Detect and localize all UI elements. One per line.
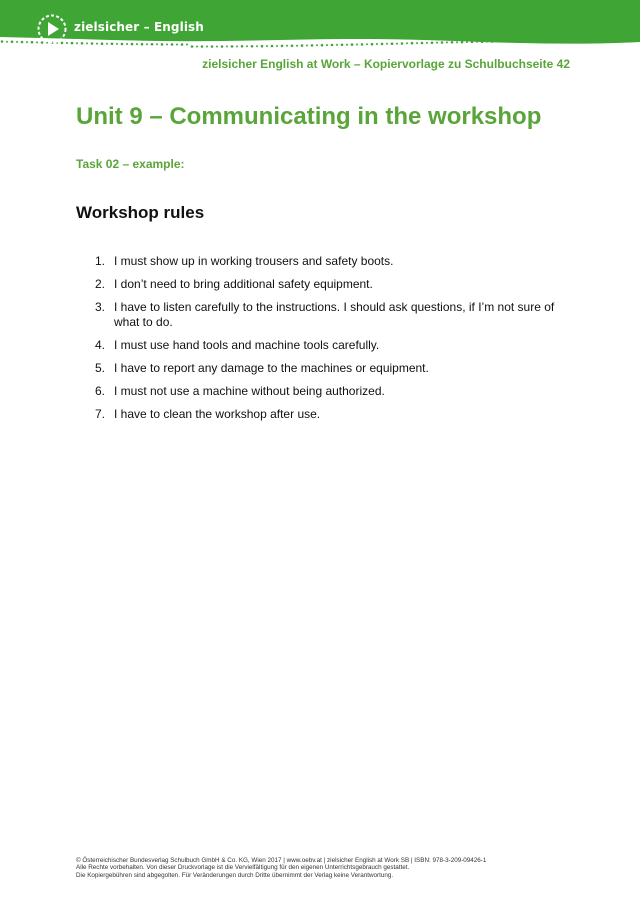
banner-dot [426,42,428,44]
banner-dot [366,43,368,45]
banner-dot [586,40,588,42]
list-item-number: 7. [95,407,106,421]
banner-dot [396,43,398,45]
list-item-text: I don’t need to bring additional safety equipment. [114,277,373,291]
banner-dot [496,40,498,42]
banner-dot [616,40,618,42]
banner-dot [286,45,288,47]
list-item-text: I must use hand tools and machine tools carefully. [114,338,380,352]
banner-dot [516,40,518,42]
list-item [95,277,565,292]
banner-dot [126,43,128,45]
list-item-number: 4. [95,338,106,352]
banner-dot [76,42,78,44]
list-item [95,254,565,269]
banner-dot [216,46,218,48]
banner-dot [146,43,148,45]
banner-dot [346,44,348,46]
banner-dot [241,45,244,48]
banner-dot [416,42,418,44]
banner-dot [16,41,18,43]
banner-dot [621,39,624,42]
banner-dot [276,45,278,47]
list-item-number: 5. [95,361,106,375]
banner-dot [501,40,504,43]
banner-dot [21,41,24,44]
banner-dot [511,40,514,43]
banner-dot [111,43,114,46]
banner-dot [376,43,378,45]
banner-dot [31,41,34,44]
banner-dot [451,41,454,44]
banner-dot [471,41,474,44]
banner-dot [406,42,408,44]
banner-dot [456,41,458,43]
banner-dot [626,40,628,42]
banner-dot [246,45,248,47]
banner-dot [576,40,578,42]
banner-dot [556,40,558,42]
list-item-number: 2. [95,277,106,291]
running-header: zielsicher English at Work – Kopiervorlage zu Schulbuchseite 42 [202,57,570,71]
banner-dot [196,46,198,48]
list-item-number: 1. [95,254,106,268]
banner-dot [316,44,318,46]
banner-dot [116,43,118,45]
banner-dot [91,42,94,45]
banner-dot [191,45,194,48]
banner-dot [401,42,404,45]
banner-dot [251,45,254,48]
list-item-text: I must show up in working trousers and safety boots. [114,254,394,268]
banner-dot [306,45,308,47]
banner-dot [356,44,358,46]
banner-dot [161,43,164,46]
banner-dot [71,42,74,45]
list-item-number: 3. [95,300,106,314]
banner-dot [311,44,314,47]
banner-dot [386,43,388,45]
banner-dot [236,45,238,47]
banner-dot [571,39,574,42]
banner-dot [491,40,494,43]
banner-dot [466,41,468,43]
list-item [95,300,565,330]
section-title: Workshop rules [76,203,205,222]
banner-dot [261,45,264,48]
banner-dot [326,44,328,46]
banner-dot [266,45,268,47]
unit-title: Unit 9 – Communicating in the workshop [76,103,542,130]
banner-dot [186,44,188,46]
task-label: Task 02 – example: [76,157,185,171]
banner-dot [181,43,184,46]
footer-disclaimer: Die Kopiergebühren sind abgegolten. Für Veränderungen durch Dritte übernimmt der Verlag keine Verantwortung. [76,871,394,879]
banner-dot [131,43,134,46]
banner-dot [531,40,534,43]
list-item [95,384,565,399]
play-circle-icon [36,13,68,45]
list-item-text: I have to clean the workshop after use. [114,407,321,421]
banner-dot [606,40,608,42]
banner-dot [566,40,568,42]
banner-dot [151,43,154,46]
list-item-number: 6. [95,384,106,398]
banner-dot [221,45,224,48]
banner-dot [11,41,14,44]
banner-dot [81,42,84,45]
banner-dot [226,45,228,47]
banner-dot [391,42,394,45]
banner-dot [431,42,434,45]
banner-dot [166,43,168,45]
banner-dot [86,42,88,44]
banner-dot [176,44,178,46]
banner-dot [341,44,344,47]
banner-dot [101,42,104,45]
banner-dot [26,41,28,43]
banner-dot [551,39,554,42]
banner-dot [436,42,438,44]
rules-list [95,254,565,430]
banner-dot [546,40,548,42]
list-item-text: I must not use a machine without being authorized. [114,384,385,398]
banner-dot [446,41,448,43]
banner-dot [411,42,414,45]
banner-dot [611,39,614,42]
banner-dot [331,44,334,47]
banner-dot [1,40,4,43]
banner-dot [121,43,124,46]
footer [76,857,576,879]
banner-dot [631,39,634,42]
banner-dot [536,40,538,42]
list-item-text: I have to report any damage to the machines or equipment. [114,361,429,375]
banner-dot [211,45,214,48]
banner-dot [201,45,204,48]
banner-dot [581,39,584,42]
banner-dot [476,41,478,43]
banner-dot [106,43,108,45]
banner-dot [361,43,364,46]
banner-dot [596,40,598,42]
banner-dot [96,43,98,45]
banner-dot [486,41,488,43]
banner-dot [271,45,274,48]
banner-dot [231,45,234,48]
banner-dot [301,44,304,47]
banner-dot [206,46,208,48]
banner-dot [6,41,8,43]
banner-dot [321,44,324,47]
list-item [95,338,565,353]
banner-dot [141,43,144,46]
banner-dot [461,41,464,44]
banner-dot [506,40,508,42]
banner-dot [591,39,594,42]
banner-dot [336,44,338,46]
banner-dot [156,43,158,45]
banner-dot [521,40,524,43]
banner-dot [171,43,174,46]
banner-dot [601,39,604,42]
footer-copyright: © Österreichischer Bundesverlag Schulbuch GmbH & Co. KG, Wien 2017 | www.oebv.at | zielsicher English at Work SB | ISBN: 978-3-209-09426-1 [76,857,487,864]
banner-dot [136,43,138,45]
banner-dot [351,43,354,46]
banner-dot [291,45,294,48]
list-item [95,361,565,376]
list-item [95,407,565,422]
banner-dot [636,40,638,42]
banner-dot [441,41,444,44]
banner-dot [481,40,484,43]
footer-rights: Alle Rechte vorbehalten. Von dieser Druckvorlage ist die Vervielfältigung für den eigenen Unterrichtsgebrauch gestattet. [76,864,410,872]
banner-dot [371,43,374,46]
banner-dot [381,43,384,46]
banner-dot [421,42,424,45]
banner-dot [281,45,284,48]
brand-name: zielsicher – English [74,20,204,34]
banner-dot [296,45,298,47]
banner-dot [526,40,528,42]
banner-dot [561,39,564,42]
banner-dot [541,40,544,43]
banner-dot [256,45,258,47]
list-item-text: I have to listen carefully to the instructions. I should ask questions, if I’m not sure of what to do. [114,300,555,329]
